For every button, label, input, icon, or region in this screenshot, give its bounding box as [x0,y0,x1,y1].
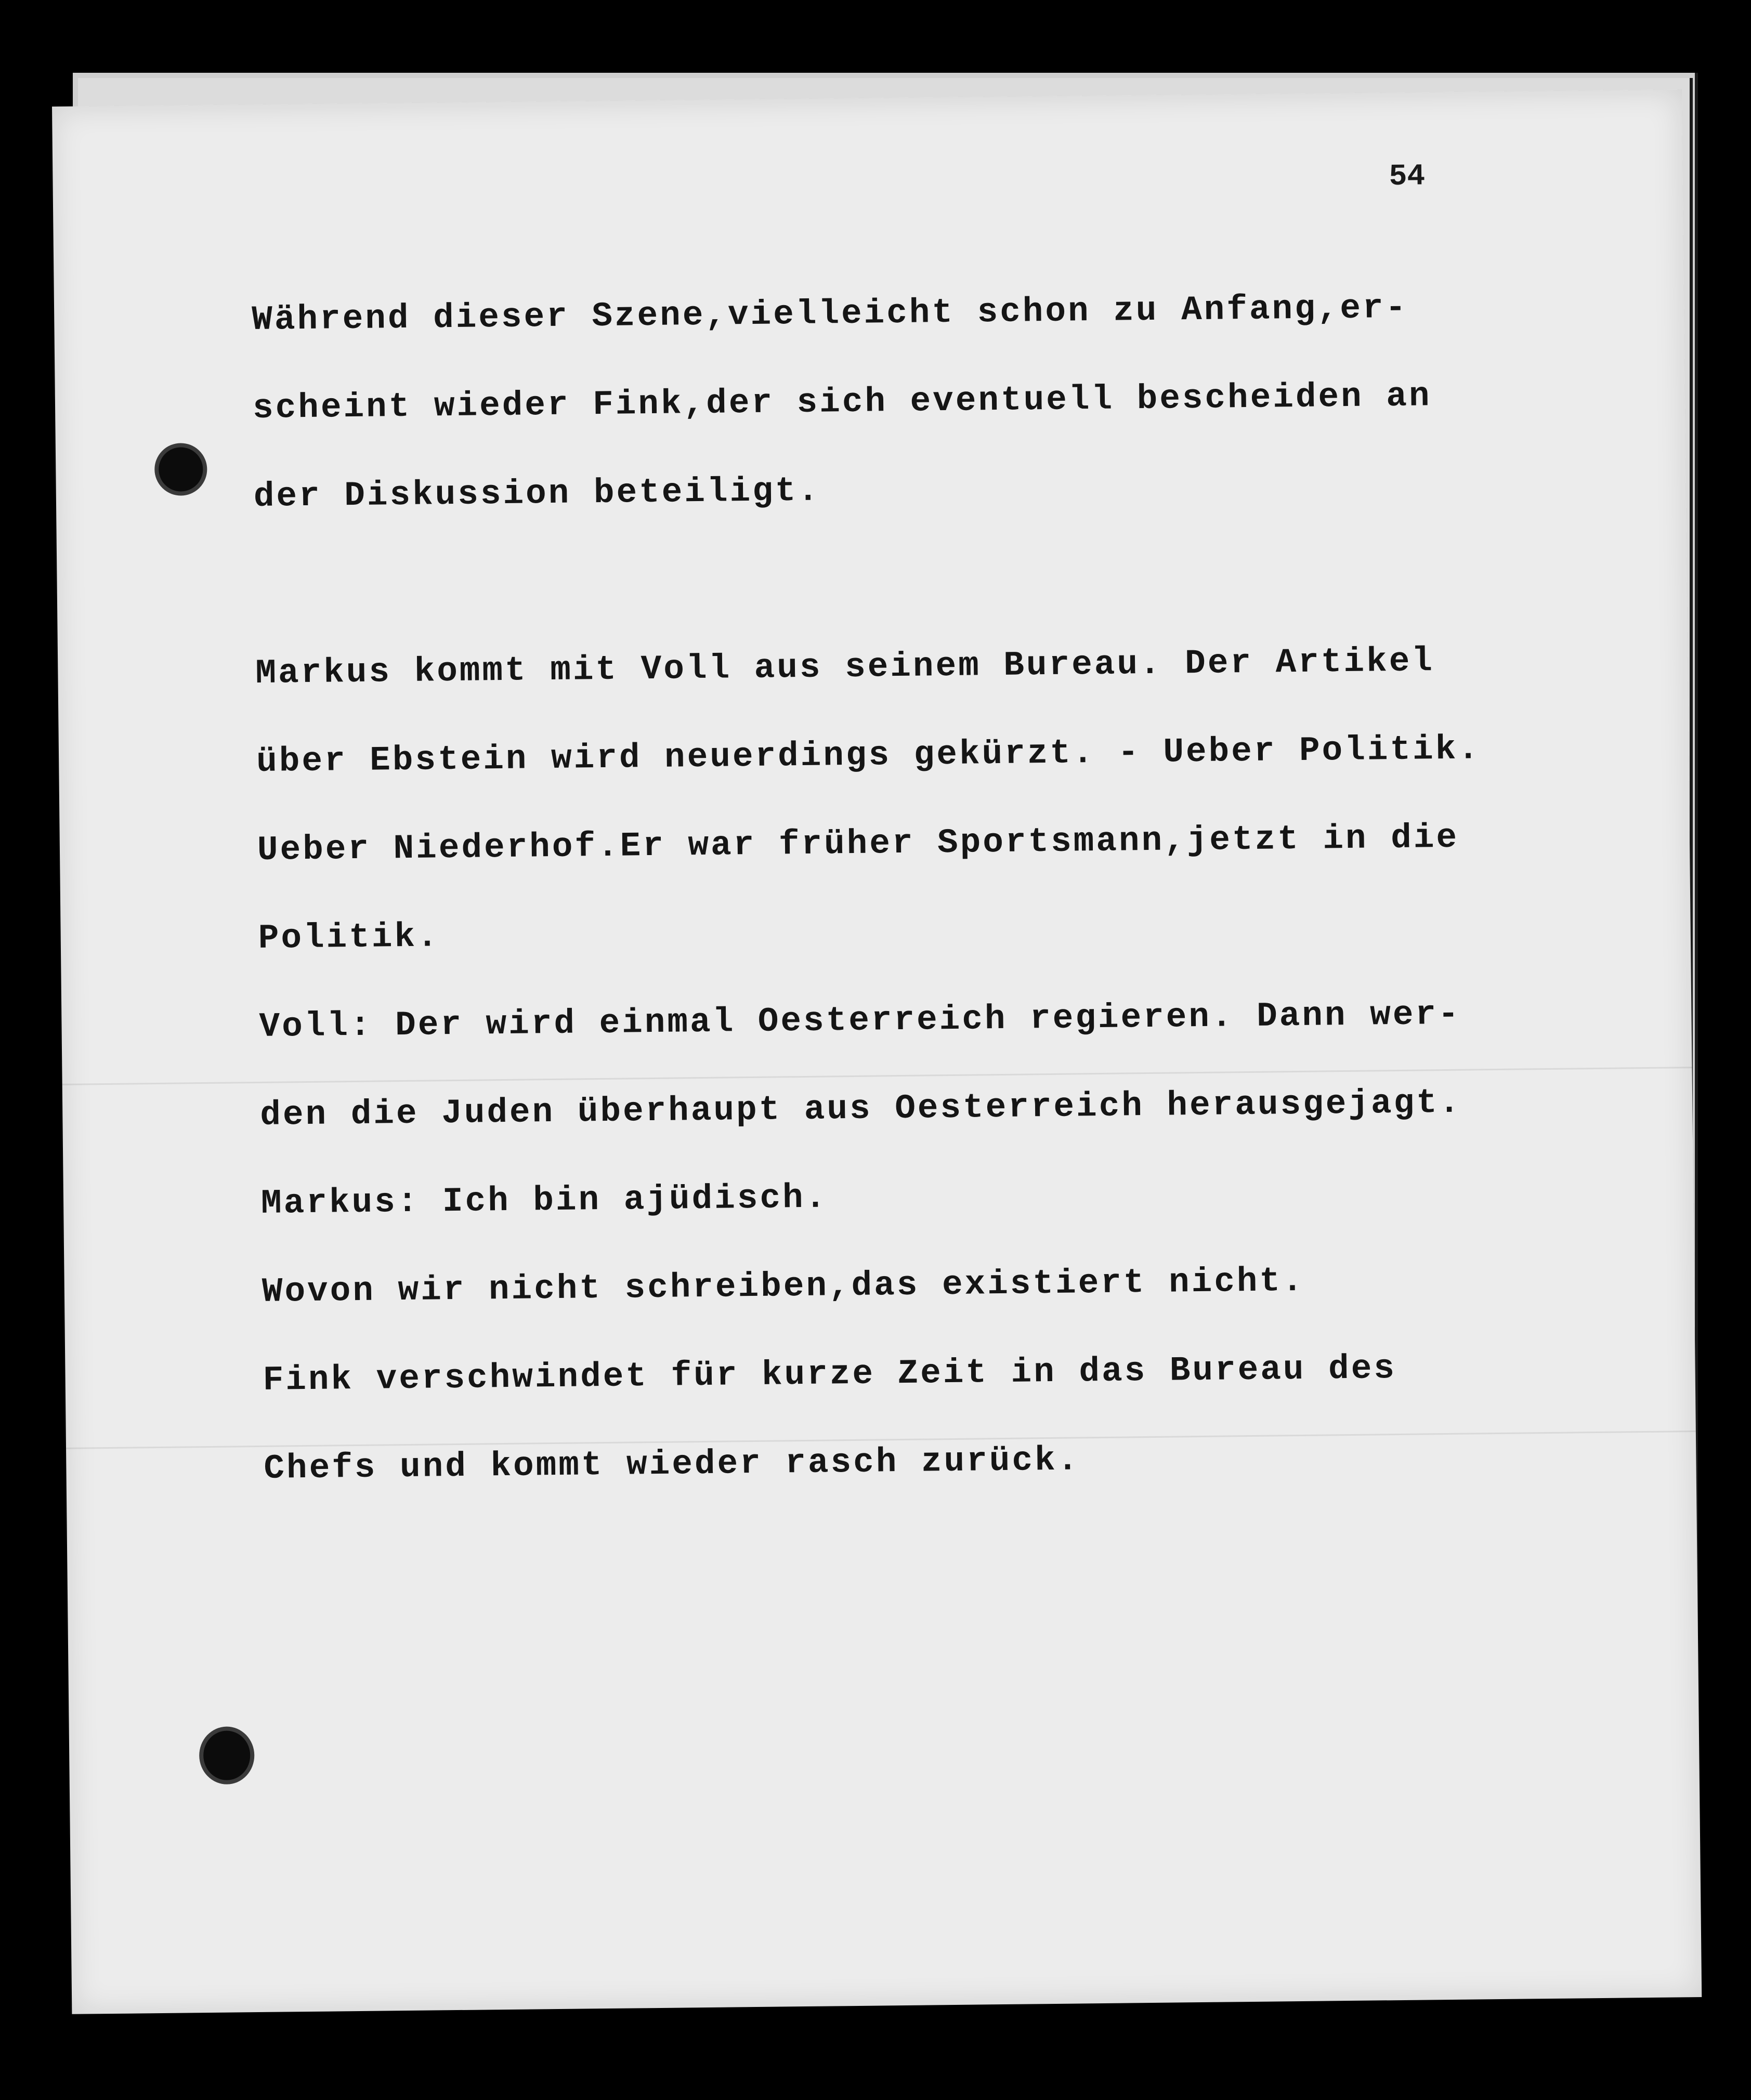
page-number: 54 [1389,160,1426,194]
punch-hole-bottom [199,1726,255,1784]
text-line: Voll: Der wird einmal Oesterreich regieren. Dann wer- [259,994,1461,1046]
text-line: Chefs und kommt wieder rasch zurück. [264,1440,1080,1488]
text-line: der Diskussion beteiligt. [253,471,821,516]
text-line: Während dieser Szene,vielleicht schon zu Anfang,er- [251,288,1408,339]
text-line: den die Juden überhaupt aus Oesterreich herausgejagt. [259,1083,1462,1135]
text-line: scheint wieder Fink,der sich eventuell bescheiden an [252,376,1432,428]
paragraph-gap [254,527,1617,629]
typewritten-page [52,89,1702,2014]
text-line: Fink verschwindet für kurze Zeit in das Bureau des [263,1349,1397,1400]
typewritten-text [251,262,1626,1513]
punch-hole-top [154,443,207,496]
text-line: Markus: Ich bin ajüdisch. [260,1178,828,1223]
text-line: Politik. [258,917,440,958]
text-line: über Ebstein wird neuerdings gekürzt. - Ueber Politik. [256,729,1481,781]
text-line: Wovon wir nicht schreiben,das existiert nicht. [262,1261,1305,1311]
text-line: Ueber Niederhof.Er war früher Sportsmann,jetzt in die [257,818,1459,870]
text-line: Markus kommt mit Voll aus seinem Bureau. Der Artikel [255,641,1435,693]
